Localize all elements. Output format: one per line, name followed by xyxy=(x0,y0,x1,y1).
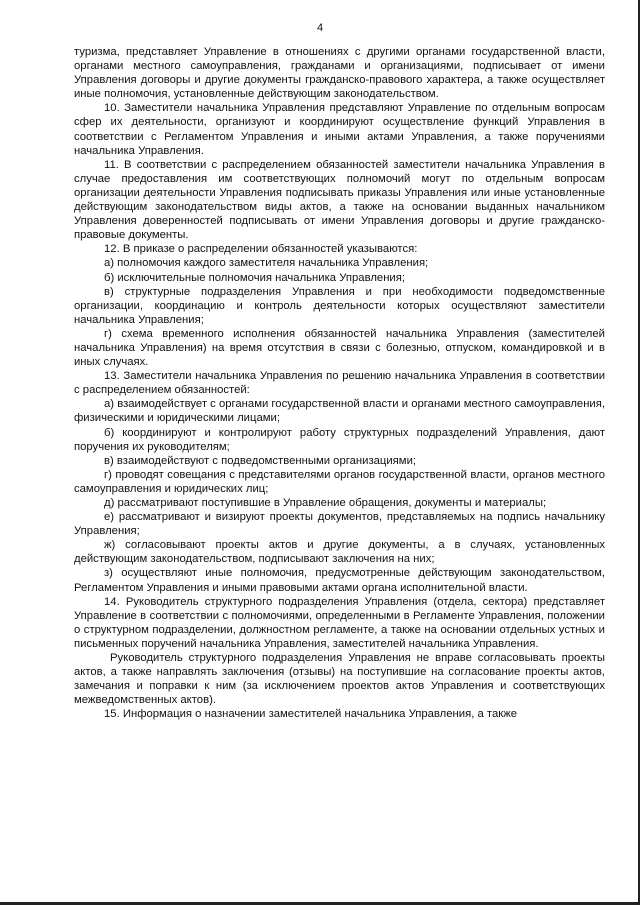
paragraph: 11. В соответствии с распределением обязанностей заместители начальника Управления в случае предоставления им соответствующих полномочий могут по отдельным вопросам организации деятельности Управления подписывать приказы Управления или иные установленные действующим законодательством виды актов, а также на основании выданных начальником Управления доверенностей подписывать от имени Управления договоры и другие гражданско-правовые документы. xyxy=(74,158,605,242)
list-item: з) осуществляют иные полномочия, предусмотренные действующим законодательством, Регламентом Управления и иными правовыми актами органа исполнительной власти. xyxy=(74,567,605,594)
list-item: ж) согласовывают проекты актов и другие документы, а в случаях, установленных действующим законодательством, подписывают заключения на них; xyxy=(74,539,605,566)
list-item: д) рассматривают поступившие в Управление обращения, документы и материалы; xyxy=(104,497,547,509)
document-body xyxy=(74,45,605,722)
list-item: б) исключительные полномочия начальника Управления; xyxy=(104,271,405,284)
list-item: б) координируют и контролируют работу структурных подразделений Управления, дают поручения их руководителям; xyxy=(74,426,605,453)
paragraph: 13. Заместители начальника Управления по решению начальника Управления в соответствии с распределением обязанностей: xyxy=(74,370,605,397)
paragraph: 10. Заместители начальника Управления представляют Управление по отдельным вопросам сфер их деятельности, организуют и координируют осуществление функций Управления в соответствии с Регламентом Управления и иными актами Управления, а также поручениями начальника Управления. xyxy=(74,102,605,157)
list-item: в) структурные подразделения Управления и при необходимости подведомственные организации, координацию и контроль деятельности которых осуществляют заместители начальника Управления; xyxy=(74,285,605,326)
paragraph: туризма, представляет Управление в отношениях с другими органами государственной власти, органами местного самоуправления, гражданами и организациями, подписывает от имени Управления договоры и другие документы гражданско-правового характера, а также осуществляет иные полномочия, установленные действующим законодательством. xyxy=(74,46,605,101)
list-item: г) схема временного исполнения обязанностей начальника Управления (заместителей начальника Управления) на время отсутствия в связи с болезнью, отпуском, командировкой и в иных случаях. xyxy=(74,327,605,369)
list-item: в) взаимодействуют с подведомственными организациями; xyxy=(104,454,417,467)
paragraph: 12. В приказе о распределении обязанностей указываются: xyxy=(104,243,418,256)
paragraph: 15. Информация о назначении заместителей начальника Управления, а также xyxy=(104,708,518,721)
list-item: а) полномочия каждого заместителя начальника Управления; xyxy=(104,257,429,270)
paragraph: Руководитель структурного подразделения Управления не вправе согласовывать проекты актов, а также направлять заключения (отзывы) на поступившие на согласование проекты актов, замечания и поправки к ним (за исключением проектов актов Управления и соответствующих межведомственных актов). xyxy=(74,652,605,707)
list-item: а) взаимодействует с органами государственной власти и органами местного самоуправления, физическими и юридическими лицами; xyxy=(74,398,605,425)
list-item: е) рассматривают и визируют проекты документов, представляемых на подпись начальнику Управления; xyxy=(74,511,605,538)
page-number: 4 xyxy=(316,22,324,34)
paragraph: 14. Руководитель структурного подразделения Управления (отдела, сектора) представляет Управление в соответствии с полномочиями, определенными в Регламенте Управления, положении о структурном подразделении, должностном регламенте, а также на основании отдельных устных и письменных поручений начальника Управления, заместителей начальника Управления. xyxy=(74,595,605,650)
list-item: г) проводят совещания с представителями органов государственной власти, органов местного самоуправления и юридических лиц; xyxy=(74,468,605,495)
